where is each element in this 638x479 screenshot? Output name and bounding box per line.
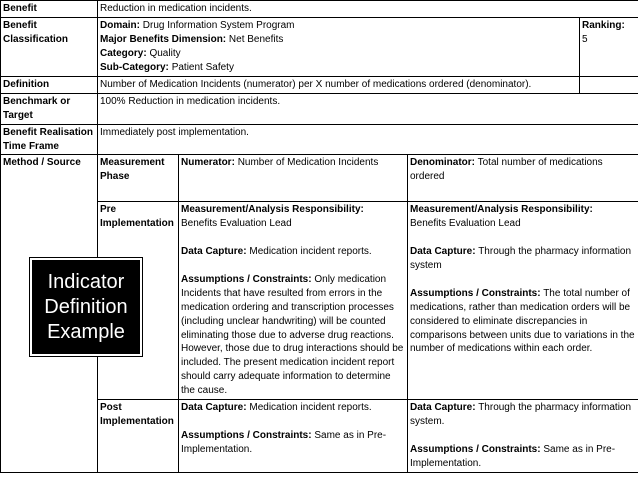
- definition-blank: [580, 76, 638, 93]
- domain-label: Domain:: [100, 19, 140, 31]
- post-den-assumptions: [410, 443, 635, 471]
- benchmark-label: Benchmark or Target: [1, 93, 98, 124]
- category-line: [100, 47, 576, 61]
- post-den-assumptions-label: Assumptions / Constraints:: [410, 443, 541, 455]
- post-num-assumptions: [181, 429, 404, 457]
- pre-den-capture-line: [410, 245, 635, 273]
- pre-denominator-cell: [408, 202, 638, 400]
- post-num-capture-value: Medication incident reports.: [249, 402, 372, 414]
- post-num-capture-line: [181, 401, 404, 415]
- post-num-assumptions-value: Same as in Pre-Implementation.: [181, 429, 387, 455]
- pre-den-assumptions-value: The total number of medications, rather than medication orders will be considered to eliminate discrepancies in comparisons between units due to variations in the number of medications within each order.: [410, 287, 635, 355]
- post-implementation-phase: Post Implementation: [98, 400, 179, 473]
- subcategory-value: Patient Safety: [171, 61, 234, 73]
- post-den-capture-label: Data Capture:: [410, 402, 476, 414]
- timeframe-value: Immediately post implementation.: [98, 124, 638, 155]
- post-numerator-cell: [179, 400, 408, 473]
- pre-num-responsibility-label: Measurement/Analysis Responsibility:: [181, 204, 364, 216]
- ranking-value: 5: [582, 33, 588, 45]
- major-dimension-line: [100, 33, 576, 47]
- pre-den-capture-label: Data Capture:: [410, 246, 476, 258]
- measurement-phase-header: Measurement Phase: [98, 155, 179, 202]
- denominator-value: Total number of medications ordered: [410, 157, 603, 183]
- subcategory-label: Sub-Category:: [100, 61, 169, 73]
- method-header-row: [1, 155, 638, 202]
- benefit-value: Reduction in medication incidents.: [98, 1, 638, 18]
- pre-implementation-phase: Pre Implementation: [98, 202, 179, 400]
- pre-num-capture-label: Data Capture:: [181, 246, 247, 258]
- benefit-row: [1, 1, 638, 18]
- pre-numerator-cell: [179, 202, 408, 400]
- benefit-label: Benefit: [1, 1, 98, 18]
- post-denominator-cell: [408, 400, 638, 473]
- post-den-capture-value: Through the pharmacy information system.: [410, 402, 632, 427]
- classification-row: [1, 17, 638, 76]
- pre-den-capture-value: Through the pharmacy information system: [410, 246, 632, 272]
- indicator-definition-example-badge: [30, 258, 142, 356]
- definition-row: [1, 76, 638, 93]
- ranking-cell: [580, 17, 638, 76]
- pre-num-assumptions-label: Assumptions / Constraints:: [181, 273, 312, 285]
- pre-num-capture-value: Medication incident reports.: [249, 246, 372, 258]
- numerator-label: Numerator:: [181, 157, 235, 169]
- badge-line-3: Example: [47, 320, 125, 343]
- major-dimension-value: Net Benefits: [228, 33, 284, 45]
- numerator-value: Number of Medication Incidents: [237, 157, 379, 169]
- pre-num-responsibility-value: Benefits Evaluation Lead: [181, 218, 292, 230]
- ranking-label: Ranking:: [582, 19, 625, 31]
- post-den-assumptions-value: Same as in Pre-Implementation.: [410, 443, 616, 469]
- pre-den-responsibility-label: Measurement/Analysis Responsibility:: [410, 204, 593, 216]
- domain-line: [100, 19, 576, 33]
- benchmark-value: 100% Reduction in medication incidents.: [98, 93, 638, 124]
- subcategory-line: [100, 61, 576, 75]
- major-dimension-label: Major Benefits Dimension:: [100, 33, 227, 45]
- badge-line-2: Definition: [44, 295, 128, 318]
- classification-value: [98, 17, 580, 76]
- definition-value: Number of Medication Incidents (numerator) per X number of medications ordered (denominator).: [98, 76, 580, 93]
- pre-num-assumptions: [181, 273, 404, 398]
- denominator-label: Denominator:: [410, 157, 475, 169]
- numerator-header: [179, 155, 408, 202]
- pre-num-capture-line: [181, 245, 404, 259]
- post-den-capture-line: [410, 401, 635, 429]
- timeframe-row: [1, 124, 638, 155]
- pre-den-responsibility-value: Benefits Evaluation Lead: [410, 218, 521, 230]
- method-label: Method / Source: [1, 155, 98, 472]
- category-label: Category:: [100, 47, 147, 59]
- definition-label: Definition: [1, 76, 98, 93]
- post-num-capture-label: Data Capture:: [181, 402, 247, 414]
- pre-den-assumptions-label: Assumptions / Constraints:: [410, 287, 541, 299]
- domain-value: Drug Information System Program: [142, 19, 295, 31]
- classification-label: Benefit Classification: [1, 17, 98, 76]
- badge-line-1: Indicator: [47, 270, 125, 293]
- denominator-header: [408, 155, 638, 202]
- timeframe-label: Benefit Realisation Time Frame: [1, 124, 98, 155]
- category-value: Quality: [149, 47, 181, 59]
- post-num-assumptions-label: Assumptions / Constraints:: [181, 429, 312, 441]
- pre-num-assumptions-value: Only medication Incidents that have resulted from errors in the medication ordering and transcription processes (including unclear handwriting) will be counted eliminating those due to adverse drug reactions. However, those due to drug interactions should be included. The present medication incident report should carry adequate information to determine the cause.: [181, 273, 404, 397]
- benchmark-row: [1, 93, 638, 124]
- pre-den-assumptions: [410, 287, 635, 357]
